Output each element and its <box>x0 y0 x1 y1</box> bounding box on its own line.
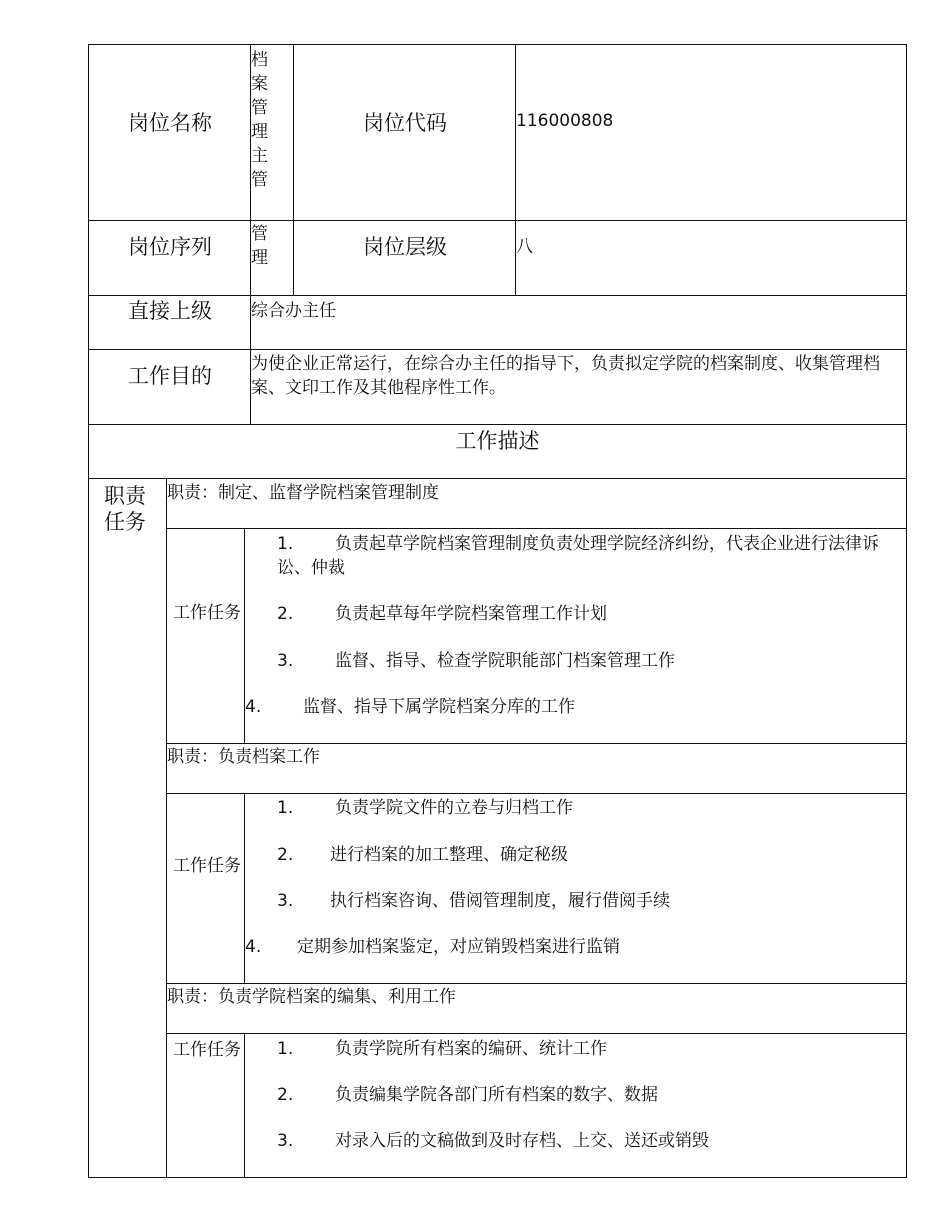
task-text: 负责起草每年学院档案管理工作计划 <box>335 604 607 624</box>
task-text: 执行档案咨询、借阅管理制度，履行借阅手续 <box>330 891 670 911</box>
job-name-value: 档案管理主管 <box>251 50 268 190</box>
row-divider <box>166 793 907 794</box>
task-text: 负责学院所有档案的编研、统计工作 <box>335 1039 607 1059</box>
job-series-label: 岗位序列 <box>128 235 212 259</box>
task-item <box>277 1037 607 1061</box>
task-text: 监督、指导、检查学院职能部门档案管理工作 <box>335 651 675 671</box>
task-number: 3. <box>277 891 294 911</box>
row-divider <box>166 1033 907 1034</box>
column-divider <box>244 1033 245 1178</box>
row-divider <box>88 424 907 425</box>
task-text: 定期参加档案鉴定，对应销毁档案进行监销 <box>297 937 620 957</box>
job-name-label: 岗位名称 <box>128 111 212 135</box>
task-label: 工作任务 <box>173 603 241 623</box>
task-number: 2. <box>277 1085 294 1105</box>
task-item <box>245 695 575 719</box>
task-number: 3. <box>277 651 294 671</box>
purpose-value: 为使企业正常运行，在综合办主任的指导下，负责拟定学院的档案制度、收集管理档案、文印工作及其他程序性工作。 <box>251 354 880 398</box>
duties-label: 职责任务 <box>104 484 146 534</box>
task-item <box>277 532 902 580</box>
duty-title: 职责：制定、监督学院档案管理制度 <box>167 483 439 503</box>
task-item <box>277 1129 709 1153</box>
task-item <box>277 649 675 673</box>
row-divider <box>166 983 907 984</box>
task-item <box>277 843 568 867</box>
job-code-label: 岗位代码 <box>363 111 447 135</box>
task-label: 工作任务 <box>173 1040 241 1060</box>
job-level-value: 八 <box>516 237 533 257</box>
job-code-value: 116000808 <box>516 111 614 131</box>
duty-title: 职责：负责学院档案的编集、利用工作 <box>167 987 456 1007</box>
task-number: 3. <box>277 1131 294 1151</box>
task-text: 负责起草学院档案管理制度负责处理学院经济纠纷，代表企业进行法律诉讼、仲裁 <box>277 534 879 578</box>
superior-value: 综合办主任 <box>251 301 336 321</box>
task-text: 对录入后的文稿做到及时存档、上交、送还或销毁 <box>335 1131 709 1151</box>
task-text: 监督、指导下属学院档案分库的工作 <box>303 697 575 717</box>
task-number: 1. <box>277 534 294 554</box>
task-text: 负责学院文件的立卷与归档工作 <box>335 798 573 818</box>
task-item <box>245 935 620 959</box>
task-item <box>277 796 573 820</box>
task-number: 4. <box>245 697 262 717</box>
description-title: 工作描述 <box>455 429 540 453</box>
row-divider <box>88 295 907 296</box>
task-number: 4. <box>245 937 262 957</box>
task-item <box>277 889 670 913</box>
row-divider <box>88 349 907 350</box>
job-level-label: 岗位层级 <box>363 235 447 259</box>
task-number: 2. <box>277 604 294 624</box>
purpose-label: 工作目的 <box>128 364 212 388</box>
task-text: 负责编集学院各部门所有档案的数字、数据 <box>335 1085 658 1105</box>
row-divider <box>88 478 907 479</box>
task-item <box>277 602 607 626</box>
column-divider <box>166 478 167 1178</box>
task-number: 1. <box>277 798 294 818</box>
task-number: 2. <box>277 845 294 865</box>
task-label: 工作任务 <box>173 856 241 876</box>
duty-title: 职责：负责档案工作 <box>167 747 320 767</box>
task-text: 进行档案的加工整理、确定秘级 <box>330 845 568 865</box>
row-divider <box>166 743 907 744</box>
row-divider <box>166 528 907 529</box>
task-item <box>277 1083 658 1107</box>
row-divider <box>88 220 907 221</box>
column-divider <box>293 44 294 295</box>
superior-label: 直接上级 <box>128 299 212 323</box>
job-series-value: 管理 <box>251 224 268 268</box>
task-number: 1. <box>277 1039 294 1059</box>
